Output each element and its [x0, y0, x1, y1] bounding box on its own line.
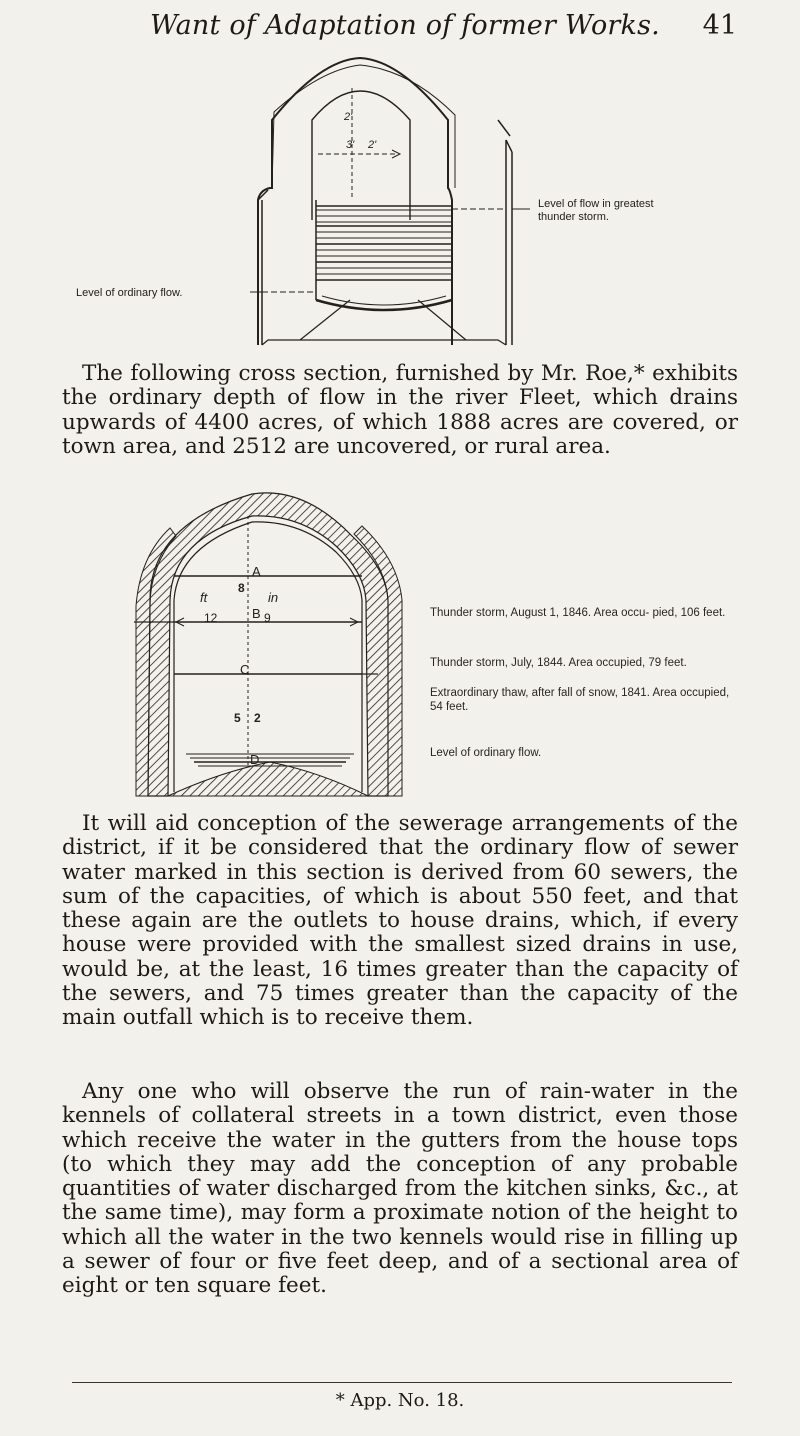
- dim-width-label: 12: [204, 611, 218, 625]
- ordinary-flow-label: Level of ordinary flow.: [76, 287, 183, 299]
- paragraph-intro: [62, 362, 738, 459]
- dim-8-label: 8: [238, 581, 245, 595]
- brick-invert: [168, 762, 368, 796]
- brick-ring: [148, 493, 388, 796]
- paragraph-sewerage: [62, 812, 738, 1031]
- letter-d: D: [250, 752, 260, 767]
- caption-ordinary-flow: Level of ordinary flow.: [430, 747, 542, 759]
- caption-storm-1846: Thunder storm, August 1, 1846. Area occu- pied, 106 feet.: [430, 607, 726, 619]
- page-number: 41: [702, 10, 737, 41]
- greatest-storm-label-line1: Level of flow in greatest: [538, 198, 654, 210]
- caption-thaw-1841: Extraordinary thaw, after fall of snow, 1841. Area occupied, 54 feet.: [430, 687, 730, 713]
- paragraph-kennels-text: Any one who will observe the run of rain-water in the kennels of collateral streets in a town district, even those which receive the water in the gutters from the house tops (to which they may add the conception of any probable quantities of water discharged from the kitchen sinks, &c., at the same time), may form a proximate notion of the height to which all the water in the two kennels would rise in filling up a sewer of four or five feet deep, and of a sectional area of eight or ten square feet.: [62, 1079, 738, 1299]
- dim-2-label: 2: [254, 711, 261, 725]
- dim-b-label: 2': [368, 139, 377, 151]
- inner-arch: [312, 91, 410, 220]
- dim-c-label: 2': [344, 111, 353, 123]
- dim-in-label: in: [268, 590, 279, 605]
- figure-sewer-cross-section: [0, 0, 800, 300]
- dim-a-label: 3': [346, 139, 355, 151]
- dim-9-label: 9: [264, 611, 271, 625]
- caption-storm-1844: Thunder storm, July, 1844. Area occupied, 79 feet.: [430, 657, 687, 669]
- letter-c: C: [240, 662, 250, 677]
- footnote-rule: [72, 1382, 732, 1383]
- dim-ft-label: ft: [200, 590, 208, 605]
- outer-hat: [272, 65, 455, 188]
- footnote: * App. No. 18.: [335, 1390, 465, 1411]
- letter-b: B: [252, 606, 261, 621]
- dim-5-label: 5: [234, 711, 241, 725]
- paragraph-intro-text: The following cross section, furnished by Mr. Roe,* exhibits the ordinary depth of flow in the river Fleet, which drains upwards of 4400 acres, of which 1888 acres are covered, or town area, and 2512 are uncovered, or rural area.: [62, 361, 738, 459]
- greatest-storm-label-line2: thunder storm.: [538, 211, 609, 223]
- paragraph-kennels: [62, 1080, 738, 1299]
- letter-a: A: [252, 564, 261, 579]
- outer-wall-right: [498, 120, 510, 136]
- running-title: Want of Adaptation of former Works.: [150, 10, 660, 41]
- paragraph-sewerage-text: It will aid conception of the sewerage arrangements of the district, if it be considered that the ordinary flow of sewer water marked in this section is derived from 60 sewers, the sum of the capacities, of which is about 550 feet, and that these again are the outlets to house drains, which, if every house were provided with the smallest sized drains in use, would be, at the least, 16 times greater than the capacity of the sewers, and 75 times greater than the capacity of the main outfall which is to receive them.: [62, 811, 738, 1031]
